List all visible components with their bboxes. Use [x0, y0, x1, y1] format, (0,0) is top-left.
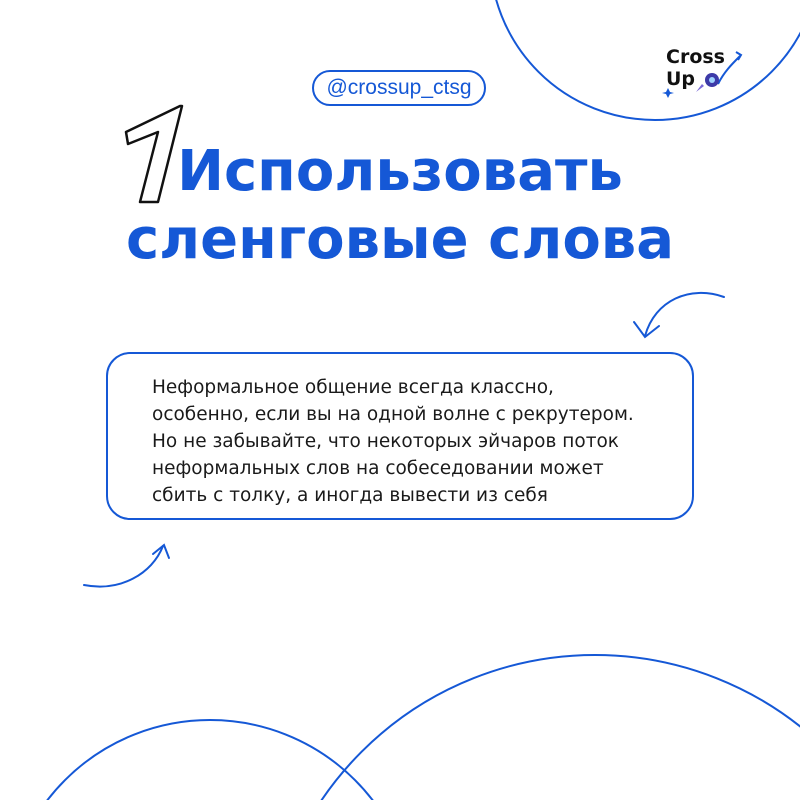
handle-text: @crossup_ctsg: [326, 76, 472, 99]
tip-card-text: Неформальное общение всегда классно, особенно, если вы на одной волне с рекрутером. Но не забывайте, что некоторых эйчаров поток неформальных слов на собеседовании может сбить с толку, а иногда вывести из себя: [152, 377, 634, 506]
rocket-icon: [660, 46, 744, 102]
step-number-label: 1: [118, 102, 119, 103]
page-title-text: Использовать сленговые слова: [125, 139, 675, 272]
curved-arrow-icon: [84, 545, 169, 587]
handle-badge: [312, 70, 486, 106]
curved-arrow-icon: [634, 293, 724, 337]
bottom-right-circle: [265, 655, 800, 800]
logo-up-text: Up: [666, 68, 696, 90]
crossup-logo: [660, 46, 744, 102]
tip-card: [106, 352, 694, 520]
page-title: [90, 138, 710, 274]
top-right-circle: [490, 0, 800, 120]
logo-cross-text: Cross: [666, 46, 725, 68]
